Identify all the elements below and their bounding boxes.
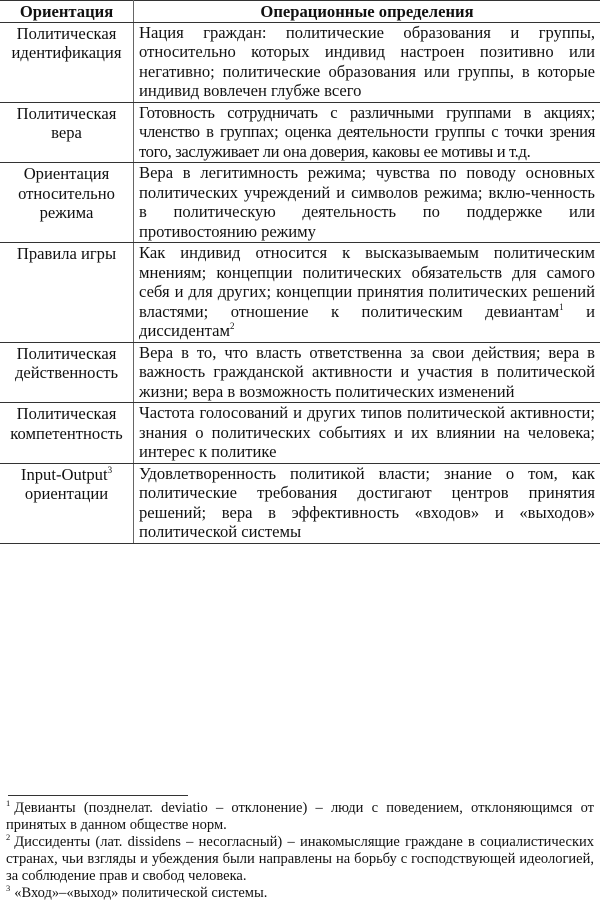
orientation-cell [0, 163, 134, 243]
footnote-ref[interactable]: 3 [107, 464, 113, 475]
definition-text [139, 243, 595, 341]
footnote [6, 834, 594, 885]
footnote-separator [8, 795, 188, 796]
table-row [0, 342, 600, 403]
header-definitions: Операционные определения [134, 1, 600, 23]
table-row [0, 243, 600, 343]
orientation-cell [0, 22, 134, 102]
table-row [0, 102, 600, 163]
orientation-cell [0, 463, 134, 543]
footnote-mark: 1 [6, 798, 11, 808]
footnote-text: Диссиденты (лат. dissidens – несогласный) – инакомыслящие граждане в социалистических странах, чьи взгляды и убеждения были направлены на борьбу с господствующей идеологией, за соблюдение прав и свобод человека. [6, 834, 594, 884]
orientation-label: Политическая компетентность [10, 404, 123, 443]
definition-cell [134, 243, 600, 343]
orientation-label: Политическая идентификация [11, 23, 122, 62]
definition-cell [134, 403, 600, 464]
header-orientation: Ориентация [0, 1, 134, 23]
orientation-label: Политическая действенность [14, 343, 119, 382]
table-row [0, 463, 600, 543]
footnote-mark: 3 [6, 883, 11, 893]
definition-cell [134, 102, 600, 163]
orientation-cell [0, 403, 134, 464]
footnote-text: «Вход»–«выход» политической системы. [14, 885, 268, 901]
table-row [0, 22, 600, 102]
orientation-label: ориентации [24, 484, 109, 503]
footnote-ref[interactable]: 2 [229, 321, 235, 331]
table-row [0, 163, 600, 243]
definition-text-part: и диссидентам [139, 301, 595, 340]
definition-text: Вера в легитимность режима; чувства по поводу основных политических учреждений и символов режима; вклю-ченность в политическую деятельность по поддержке или противостоянию режиму [139, 163, 595, 241]
footnote-mark: 2 [6, 832, 11, 842]
table-row [0, 403, 600, 464]
orientation-label: Input-Output [20, 464, 108, 484]
table-body [0, 22, 600, 543]
orientation-cell [0, 342, 134, 403]
footnote [6, 800, 594, 834]
orientation-label: Ориентация относительно режима [18, 164, 115, 222]
definition-text-part: Как индивид относится к высказываемым политическим мнениям; концепции политических обязательств для самого себя и для других; концепции принятия политических решений властями; отношение к политическим девиантам [139, 243, 595, 321]
table-header [0, 1, 600, 23]
footnotes [6, 800, 594, 902]
definition-cell [134, 163, 600, 243]
footnote-ref[interactable]: 1 [559, 301, 564, 312]
footnote-text: Девианты (позднелат. deviatio – отклонение) – люди с поведением, отклоняющимся от принятых в данном обществе норм. [6, 800, 594, 833]
orientation-label: Политическая вера [16, 103, 117, 142]
orientation-label: Правила игры [16, 244, 117, 263]
definition-text: Удовлетворенность политикой власти; знание о том, как политические требования достигают центров принятия решений; вера в эффективность «входов» и «выходов» политической системы [139, 463, 595, 541]
footnote [6, 885, 594, 902]
definition-text: Вера в то, что власть ответственна за свои действия; вера в важность гражданской активности и участия в политической жизни; вера в возможность политических изменений [139, 342, 595, 401]
definition-text: Нация граждан: политические образования и группы, относительно которых индивид настроен позитивно или негативно; политические образования или группы, в которые индивид вовлечен глубже всего [139, 22, 595, 100]
orientation-cell [0, 102, 134, 163]
definition-cell [134, 22, 600, 102]
header-row [0, 1, 600, 23]
definition-cell [134, 463, 600, 543]
definition-text: Готовность сотрудничать с различными группами в акциях; членство в группах; оценка деятельности группы с точки зрения того, заслуживает ли она доверия, каковы ее мотивы и т.д. [139, 102, 595, 161]
orientation-cell [0, 243, 134, 343]
definition-cell [134, 342, 600, 403]
definition-text: Частота голосований и других типов политической активности; знания о политических событиях и их влиянии на человека; интерес к политике [139, 403, 595, 461]
